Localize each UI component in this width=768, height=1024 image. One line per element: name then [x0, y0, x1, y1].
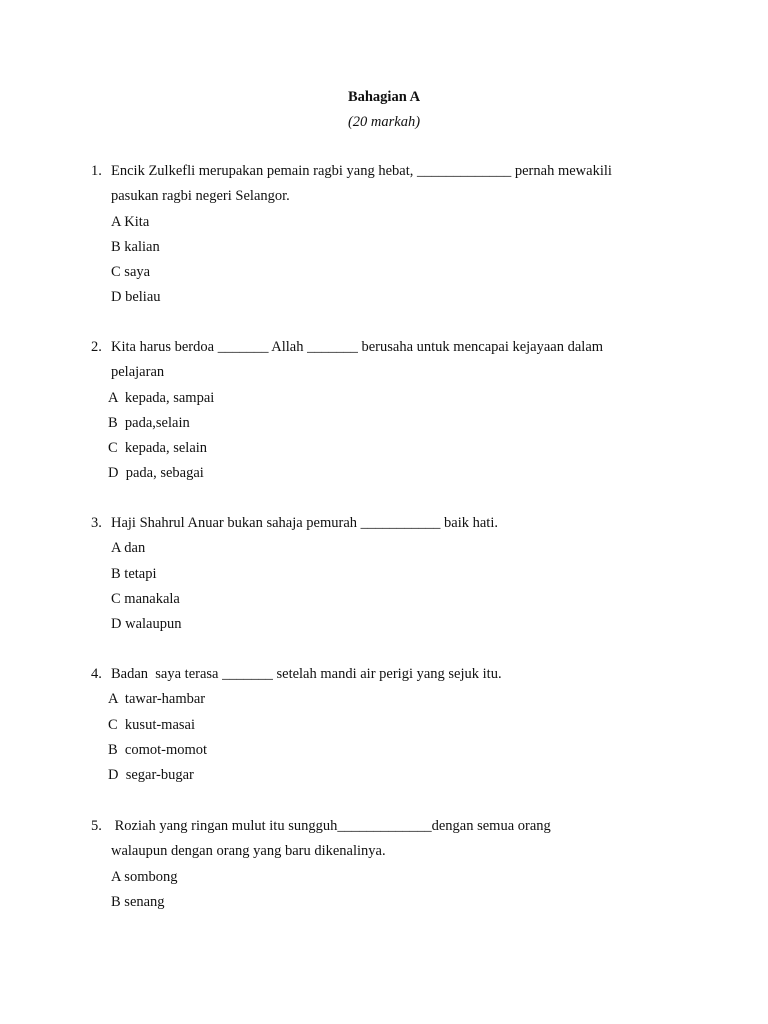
option-d: D beliau — [111, 289, 161, 306]
question-text: Kita harus berdoa _______ Allah _______ berusaha untuk mencapai kejayaan dalam — [111, 339, 604, 355]
question-text-line — [91, 815, 691, 840]
question-text-line — [91, 361, 691, 386]
option-b: B tetapi — [111, 565, 157, 582]
question-text: Roziah yang ringan mulut itu sungguh_____________dengan semua orang — [111, 818, 551, 834]
question-text-line — [91, 512, 691, 537]
question-number: 4. — [91, 666, 102, 682]
section-title: Bahagian A — [347, 89, 421, 105]
question-5 — [91, 815, 691, 916]
question-text: pasukan ragbi negeri Selangor. — [111, 188, 290, 205]
question-text-line — [91, 185, 691, 210]
question-text-line — [91, 336, 691, 361]
option-a: A kepada, sampai — [108, 389, 215, 406]
option-b: B pada,selain — [108, 414, 190, 431]
option-c: C kusut-masai — [108, 716, 195, 733]
question-3 — [91, 512, 691, 638]
option-b: B comot-momot — [108, 741, 208, 758]
option-d: D pada, sebagai — [108, 465, 204, 482]
question-1 — [91, 160, 691, 312]
question-number: 1. — [91, 163, 102, 179]
question-number: 2. — [91, 339, 102, 355]
option-d: D walaupun — [111, 616, 182, 633]
question-text: walaupun dengan orang yang baru dikenalinya. — [111, 843, 386, 860]
option-d: D segar-bugar — [108, 767, 194, 784]
question-text-line — [91, 160, 691, 185]
option-a: A Kita — [111, 213, 150, 230]
question-number: 5. — [91, 818, 102, 834]
question-text-line — [91, 840, 691, 865]
question-text: pelajaran — [111, 364, 165, 381]
option-b: B senang — [111, 893, 165, 910]
option-c: C saya — [111, 264, 151, 281]
option-a: A sombong — [111, 868, 178, 885]
section-marks: (20 markah) — [347, 114, 421, 130]
question-text: Encik Zulkefli merupakan pemain ragbi yang hebat, _____________ pernah mewakili — [111, 163, 612, 179]
question-text: Badan saya terasa _______ setelah mandi air perigi yang sejuk itu. — [111, 666, 502, 682]
question-2 — [91, 336, 691, 488]
option-c: C kepada, selain — [108, 440, 208, 457]
option-b: B kalian — [111, 238, 160, 255]
question-text-line — [91, 663, 691, 688]
option-a: A dan — [111, 540, 146, 557]
question-4 — [91, 663, 691, 789]
option-c: C manakala — [111, 590, 180, 607]
question-text: Haji Shahrul Anuar bukan sahaja pemurah ___________ baik hati. — [111, 515, 498, 531]
option-a: A tawar-hambar — [108, 691, 206, 708]
question-number: 3. — [91, 515, 102, 531]
